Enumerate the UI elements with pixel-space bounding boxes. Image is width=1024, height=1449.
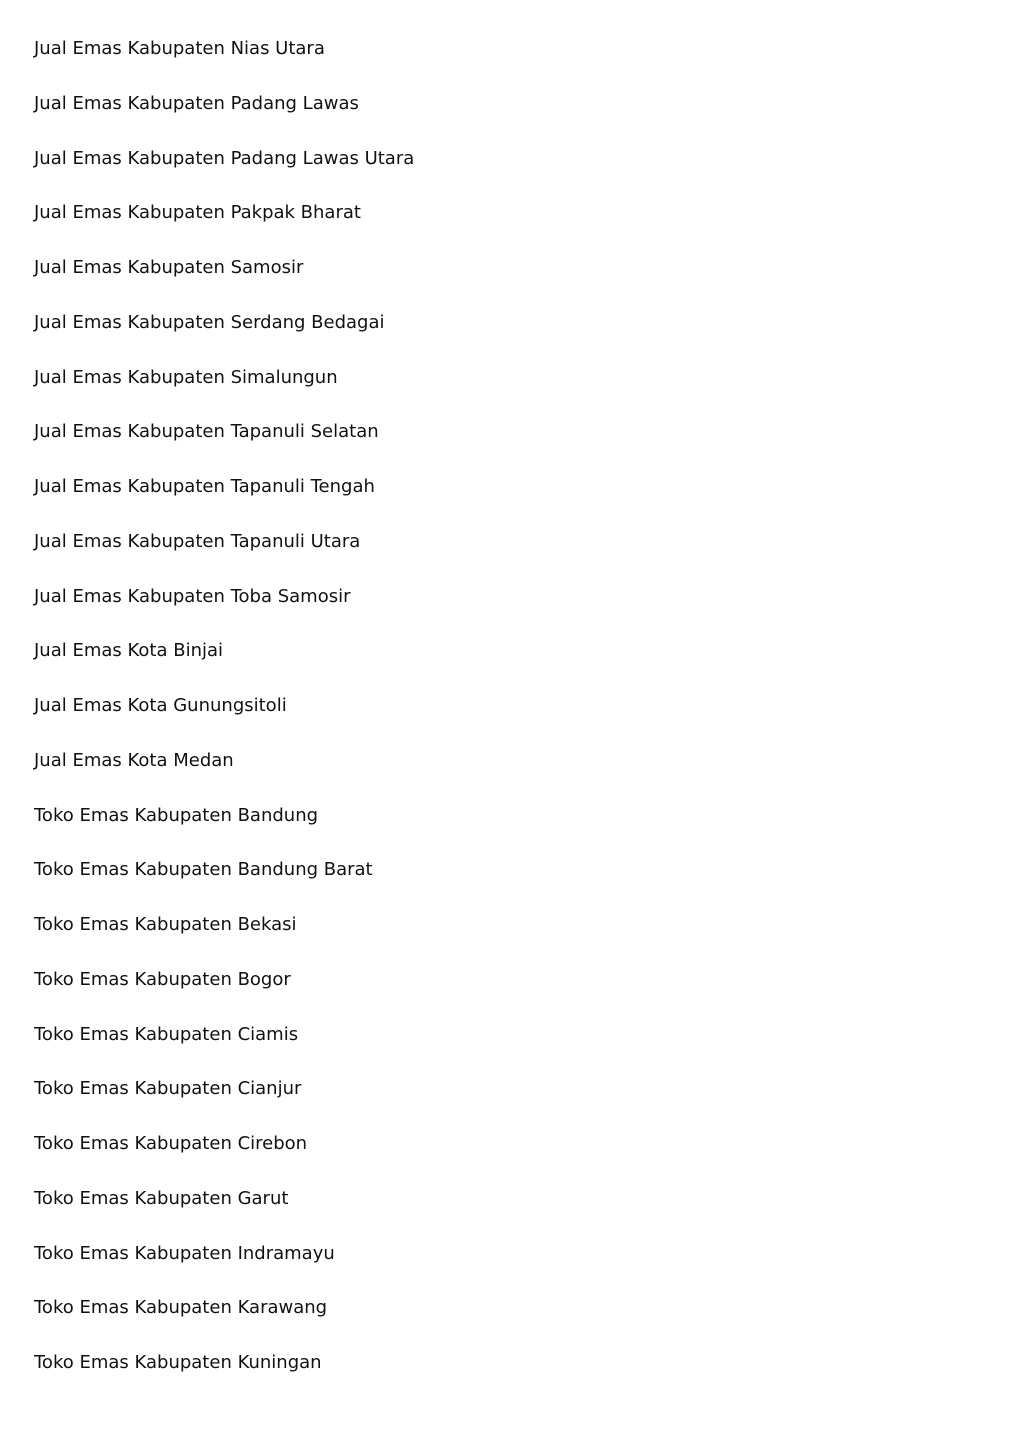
list-item	[34, 1241, 414, 1296]
link-toko-emas-kabupaten-bandung[interactable]: Toko Emas Kabupaten Bandung	[34, 804, 319, 826]
link-jual-emas-kabupaten-serdang-bedagai[interactable]: Jual Emas Kabupaten Serdang Bedagai	[34, 311, 385, 333]
link-toko-emas-kabupaten-indramayu[interactable]: Toko Emas Kabupaten Indramayu	[34, 1242, 335, 1264]
link-jual-emas-kabupaten-padang-lawas-utara[interactable]: Jual Emas Kabupaten Padang Lawas Utara	[34, 147, 415, 169]
link-toko-emas-kabupaten-bekasi[interactable]: Toko Emas Kabupaten Bekasi	[34, 914, 297, 935]
list-item	[34, 638, 414, 693]
link-jual-emas-kabupaten-padang-lawas[interactable]: Jual Emas Kabupaten Padang Lawas	[34, 92, 359, 114]
link-jual-emas-kota-binjai[interactable]: Jual Emas Kota Binjai	[34, 640, 224, 662]
link-toko-emas-kabupaten-cirebon[interactable]: Toko Emas Kabupaten Cirebon	[34, 1133, 308, 1154]
link-toko-emas-kabupaten-cianjur[interactable]: Toko Emas Kabupaten Cianjur	[34, 1078, 302, 1100]
link-jual-emas-kabupaten-simalungun[interactable]: Jual Emas Kabupaten Simalungun	[34, 366, 338, 388]
link-jual-emas-kabupaten-toba-samosir[interactable]: Jual Emas Kabupaten Toba Samosir	[34, 585, 351, 607]
list-item	[34, 1186, 414, 1241]
list-item	[34, 1350, 414, 1405]
link-toko-emas-kabupaten-bogor[interactable]: Toko Emas Kabupaten Bogor	[34, 968, 291, 990]
link-jual-emas-kabupaten-pakpak-bharat[interactable]: Jual Emas Kabupaten Pakpak Bharat	[34, 202, 361, 224]
link-jual-emas-kabupaten-tapanuli-utara[interactable]: Jual Emas Kabupaten Tapanuli Utara	[34, 530, 361, 552]
list-item	[34, 36, 414, 91]
list-item	[34, 529, 414, 584]
list-item	[34, 912, 414, 967]
list-item	[34, 310, 414, 365]
link-jual-emas-kabupaten-samosir[interactable]: Jual Emas Kabupaten Samosir	[34, 257, 304, 278]
link-jual-emas-kota-medan[interactable]: Jual Emas Kota Medan	[34, 749, 234, 771]
link-toko-emas-kabupaten-kuningan[interactable]: Toko Emas Kabupaten Kuningan	[34, 1352, 322, 1373]
list-item	[34, 1131, 414, 1186]
list-item	[34, 1076, 414, 1131]
list-item	[34, 857, 414, 912]
link-jual-emas-kabupaten-tapanuli-selatan[interactable]: Jual Emas Kabupaten Tapanuli Selatan	[34, 421, 379, 443]
link-toko-emas-kabupaten-karawang[interactable]: Toko Emas Kabupaten Karawang	[34, 1297, 328, 1319]
list-item	[34, 146, 414, 201]
link-toko-emas-kabupaten-ciamis[interactable]: Toko Emas Kabupaten Ciamis	[34, 1023, 299, 1045]
link-jual-emas-kabupaten-tapanuli-tengah[interactable]: Jual Emas Kabupaten Tapanuli Tengah	[34, 476, 375, 497]
list-item	[34, 255, 414, 310]
link-list	[34, 36, 414, 1405]
list-item	[34, 419, 414, 474]
link-jual-emas-kota-gunungsitoli[interactable]: Jual Emas Kota Gunungsitoli	[34, 695, 287, 716]
list-item	[34, 693, 414, 748]
list-item	[34, 803, 414, 858]
list-item	[34, 1022, 414, 1077]
list-item	[34, 200, 414, 255]
link-jual-emas-kabupaten-nias-utara[interactable]: Jual Emas Kabupaten Nias Utara	[34, 38, 325, 59]
list-item	[34, 967, 414, 1022]
list-item	[34, 1295, 414, 1350]
list-item	[34, 365, 414, 420]
list-item	[34, 584, 414, 639]
link-toko-emas-kabupaten-bandung-barat[interactable]: Toko Emas Kabupaten Bandung Barat	[34, 859, 373, 881]
list-item	[34, 91, 414, 146]
list-item	[34, 474, 414, 529]
link-toko-emas-kabupaten-garut[interactable]: Toko Emas Kabupaten Garut	[34, 1187, 289, 1209]
list-item	[34, 748, 414, 803]
